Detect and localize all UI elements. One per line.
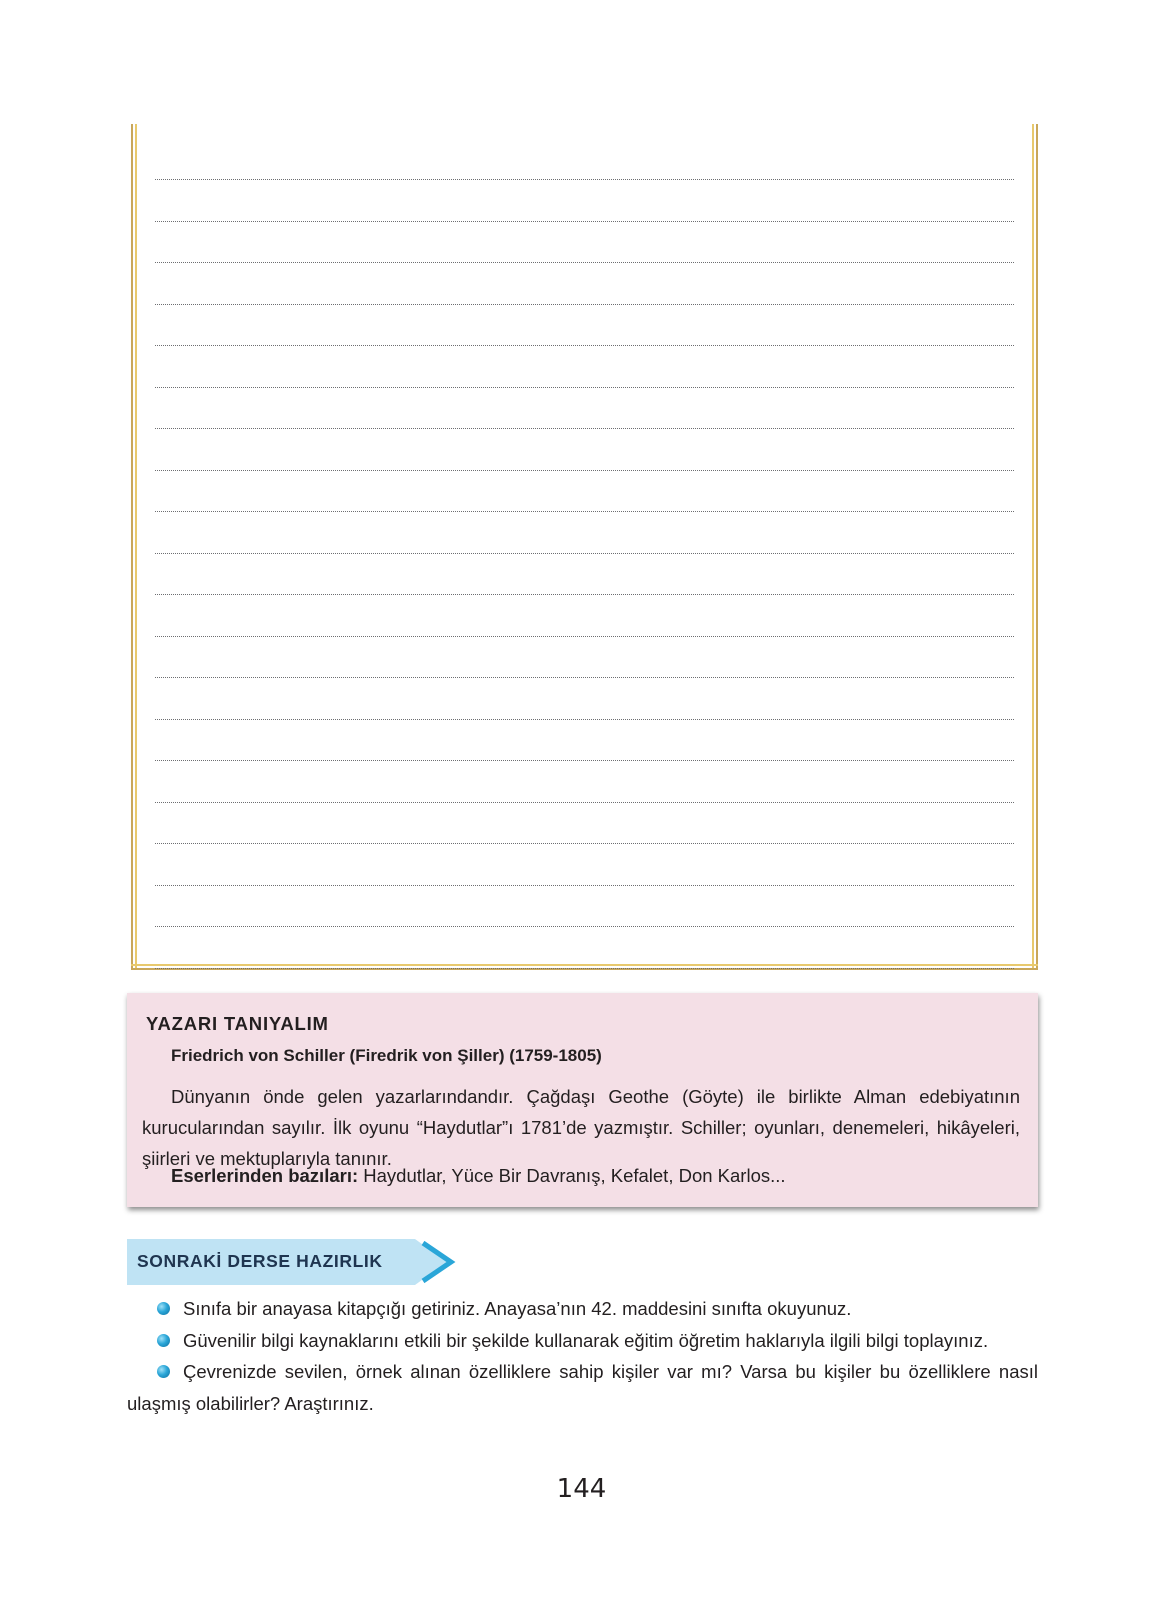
writing-line[interactable] xyxy=(155,637,1014,679)
writing-line[interactable] xyxy=(155,222,1014,264)
writing-line[interactable] xyxy=(155,471,1014,513)
list-item-text: Çevrenizde sevilen, örnek alınan özelliklere sahip kişiler var mı? Varsa bu kişiler bu özelliklere nasıl ulaşmış olabilirler? Araştırınız. xyxy=(127,1361,1038,1414)
frame-right-border xyxy=(1032,124,1038,970)
writing-line[interactable] xyxy=(155,595,1014,637)
writing-line[interactable] xyxy=(155,429,1014,471)
writing-line[interactable] xyxy=(155,512,1014,554)
list-item xyxy=(127,1356,1038,1419)
writing-line[interactable] xyxy=(155,678,1014,720)
page-number: 144 xyxy=(556,1474,607,1504)
writing-line[interactable] xyxy=(155,263,1014,305)
writing-frame xyxy=(131,124,1038,970)
bullet-icon xyxy=(157,1302,170,1315)
next-lesson-title: SONRAKİ DERSE HAZIRLIK xyxy=(137,1251,383,1271)
writing-line[interactable] xyxy=(155,720,1014,762)
author-biography: Dünyanın önde gelen yazarlarındandır. Çağdaşı Geothe (Göyte) ile birlikte Alman edebiyatının kurucularından sayılır. İlk oyunu “Haydutlar”ı 1781’de yazmıştır. Schiller; oyunları, denemeleri, hikâyeleri, şiirleri ve mektuplarıyla tanınır. xyxy=(142,1086,1020,1169)
author-name: Friedrich von Schiller (Firedrik von Şiller) (1759-1805) xyxy=(171,1046,602,1065)
writing-line[interactable] xyxy=(155,927,1014,969)
list-item-text: Sınıfa bir anayasa kitapçığı getiriniz. Anayasa’nın 42. maddesini sınıfta okuyunuz. xyxy=(183,1298,852,1319)
writing-line[interactable] xyxy=(155,844,1014,886)
bullet-icon xyxy=(157,1334,170,1347)
writing-line[interactable] xyxy=(155,156,1014,180)
works-label: Eserlerinden bazıları: xyxy=(171,1165,359,1186)
bullet-icon xyxy=(157,1365,170,1378)
writing-line[interactable] xyxy=(155,305,1014,347)
writing-line[interactable] xyxy=(155,761,1014,803)
writing-line[interactable] xyxy=(155,886,1014,928)
next-lesson-banner xyxy=(127,1239,460,1285)
writing-line[interactable] xyxy=(155,554,1014,596)
list-item-text: Güvenilir bilgi kaynaklarını etkili bir şekilde kullanarak eğitim öğretim haklarıyla ilgili bilgi toplayınız. xyxy=(183,1329,989,1351)
list-item xyxy=(127,1293,1038,1325)
next-lesson-list xyxy=(127,1293,1038,1419)
writing-line[interactable] xyxy=(155,388,1014,430)
works-list: Haydutlar, Yüce Bir Davranış, Kefalet, Don Karlos... xyxy=(358,1165,786,1186)
writing-line[interactable] xyxy=(155,180,1014,222)
list-item xyxy=(127,1325,1038,1357)
author-info-box xyxy=(127,993,1038,1207)
writing-lines[interactable] xyxy=(155,156,1014,969)
author-box-title: YAZARI TANIYALIM xyxy=(146,1013,329,1034)
frame-left-border xyxy=(131,124,137,970)
writing-line[interactable] xyxy=(155,803,1014,845)
writing-line[interactable] xyxy=(155,346,1014,388)
author-works xyxy=(171,1165,786,1187)
